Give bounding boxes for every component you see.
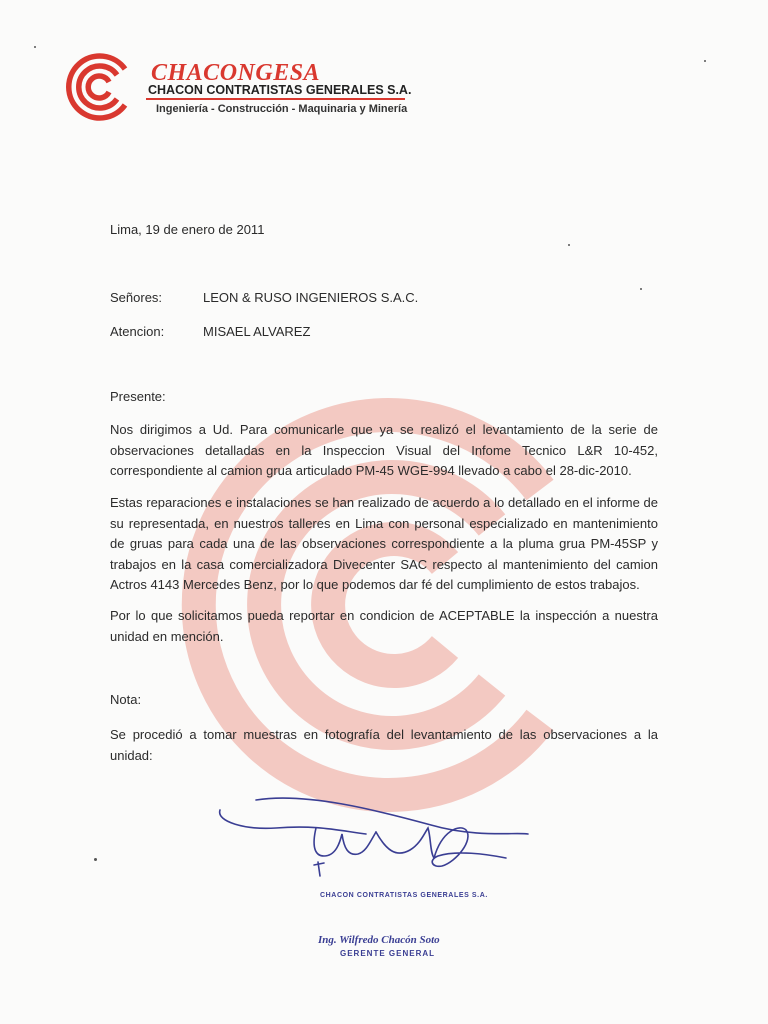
company-logo-icon bbox=[64, 52, 134, 122]
paragraph-3: Por lo que solicitamos pueda reportar en condicion de ACEPTABLE la inspección a nuestra unidad en mención. bbox=[110, 608, 658, 644]
attention-label: Atencion: bbox=[110, 324, 165, 339]
company-legal-name: CHACON CONTRATISTAS GENERALES S.A. bbox=[148, 83, 412, 97]
recipient-value: LEON & RUSO INGENIEROS S.A.C. bbox=[203, 290, 419, 305]
scan-speck bbox=[568, 244, 570, 246]
handwritten-signature bbox=[216, 790, 546, 895]
scan-speck bbox=[34, 46, 36, 48]
paragraph-1: Nos dirigimos a Ud. Para comunicarle que ya se realizó el levantamiento de la serie de observaciones detalladas en la Inspeccion Visual del Infome Tecnico L&R 10-452, correspondiente al camion grua articulado PM-45 WGE-994 llevado a cabo el 28-dic-2010. bbox=[110, 422, 658, 478]
note-label: Nota: bbox=[110, 692, 142, 707]
letter-date: Lima, 19 de enero de 2011 bbox=[110, 222, 265, 237]
company-tagline: Ingeniería - Construcción - Maquinaria y Minería bbox=[156, 103, 408, 115]
company-stamp: CHACON CONTRATISTAS GENERALES S.A. bbox=[320, 892, 488, 899]
letterhead-divider bbox=[146, 98, 405, 100]
paragraph-2: Estas reparaciones e instalaciones se han realizado de acuerdo a lo detallado en el informe de su representada, en nuestros talleres en Lima con personal especializado en mantenimiento de gruas para cada una de las observaciones correspondiente a la pluma grua PM-45SP y trabajos en la casa comercializadora Divecenter SAC respecto al mantenimiento del camion Actros 4143 Mercedes Benz, por lo que podemos dar fé del cumplimiento de estos trabajos. bbox=[110, 495, 658, 592]
company-name: CHACONGESA bbox=[151, 60, 321, 86]
signer-title: GERENTE GENERAL bbox=[340, 949, 436, 958]
recipient-label: Señores: bbox=[110, 290, 163, 305]
scan-speck bbox=[94, 858, 97, 861]
greeting: Presente: bbox=[110, 389, 166, 404]
note-text: Se procedió a tomar muestras en fotografía del levantamiento de las observaciones a la unidad: bbox=[110, 727, 658, 763]
signer-name: Ing. Wilfredo Chacón Soto bbox=[318, 934, 440, 946]
scan-speck bbox=[704, 60, 706, 62]
attention-value: MISAEL ALVAREZ bbox=[203, 324, 311, 339]
scan-speck bbox=[640, 288, 642, 290]
